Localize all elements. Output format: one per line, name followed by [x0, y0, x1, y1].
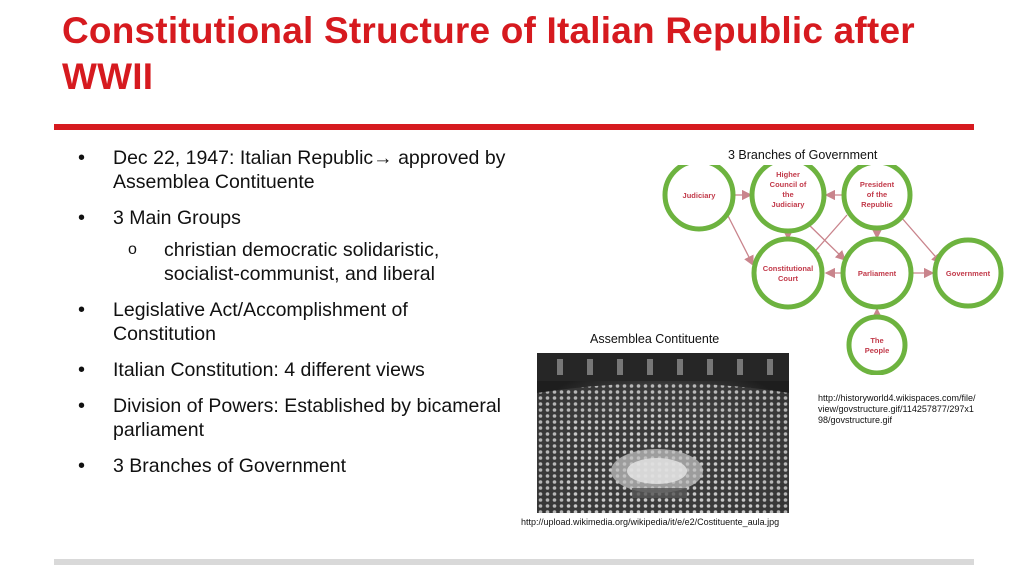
- sub-bullet-text: christian democratic solidaristic, socialist-communist, and liberal: [164, 239, 440, 285]
- bullet-item: [78, 146, 508, 194]
- bullet-item: [78, 206, 508, 230]
- node-label: Constitutional: [762, 264, 814, 273]
- title-divider: [54, 124, 974, 130]
- slide-title: Constitutional Structure of Italian Republic after WWII: [62, 10, 915, 97]
- bullet-icon: •: [78, 455, 86, 477]
- photo-source-citation: http://upload.wikimedia.org/wikipedia/it/e/e2/Costituente_aula.jpg: [521, 517, 780, 527]
- sub-bullet-icon: o: [128, 241, 137, 258]
- diagram-source-citation: http://historyworld4.wikispaces.com/file/view/govstructure.gif/114257877/297x198/govstructure.gif: [818, 393, 976, 425]
- bullet-text: 3 Main Groups: [113, 207, 241, 229]
- assembly-photo: [537, 353, 789, 513]
- node-label: Republic: [861, 200, 893, 209]
- photo-caption: Assemblea Contituente: [590, 332, 720, 346]
- people-node: [849, 317, 905, 373]
- bullet-text: 3 Branches of Government: [113, 455, 347, 477]
- node-label: Court: [778, 274, 798, 283]
- bullet-text: Italian Constitution: 4 different views: [113, 359, 425, 381]
- constitutional-court-node: [754, 239, 822, 307]
- node-label: Government: [945, 269, 991, 278]
- node-label: Council of: [769, 180, 807, 189]
- bullet-list: [78, 146, 508, 490]
- bullet-text: Legislative Act/Accomplishment of Constitution: [113, 299, 408, 345]
- diagram-caption: 3 Branches of Government: [728, 148, 878, 162]
- bullet-item: [78, 394, 508, 442]
- node-label: Judiciary: [771, 200, 805, 209]
- bullet-icon: •: [78, 207, 86, 229]
- bullet-item: [78, 358, 508, 382]
- arrow: [725, 210, 753, 265]
- bullet-text: Division of Powers: Established by bicameral parliament: [113, 395, 502, 441]
- bullet-icon: •: [78, 147, 86, 169]
- sub-bullet-item: [78, 238, 508, 286]
- bullet-icon: •: [78, 299, 86, 321]
- bullet-text: Dec 22, 1947: Italian Republic→ approved by Assemblea Contituente: [113, 147, 506, 193]
- node-label: Higher: [776, 170, 800, 179]
- bullet-icon: •: [78, 395, 86, 417]
- bullet-item: [78, 298, 508, 346]
- node-label: Parliament: [857, 269, 897, 278]
- assembly-photo-image: [537, 353, 789, 513]
- node-label: Judiciary: [682, 191, 716, 200]
- node-label: the: [782, 190, 794, 199]
- node-label: People: [864, 346, 890, 355]
- node-label: The: [870, 336, 884, 345]
- footer-divider: [54, 559, 974, 565]
- bullet-item: [78, 454, 508, 478]
- bullet-icon: •: [78, 359, 86, 381]
- node-label: of the: [866, 190, 888, 199]
- node-label: President: [859, 180, 895, 189]
